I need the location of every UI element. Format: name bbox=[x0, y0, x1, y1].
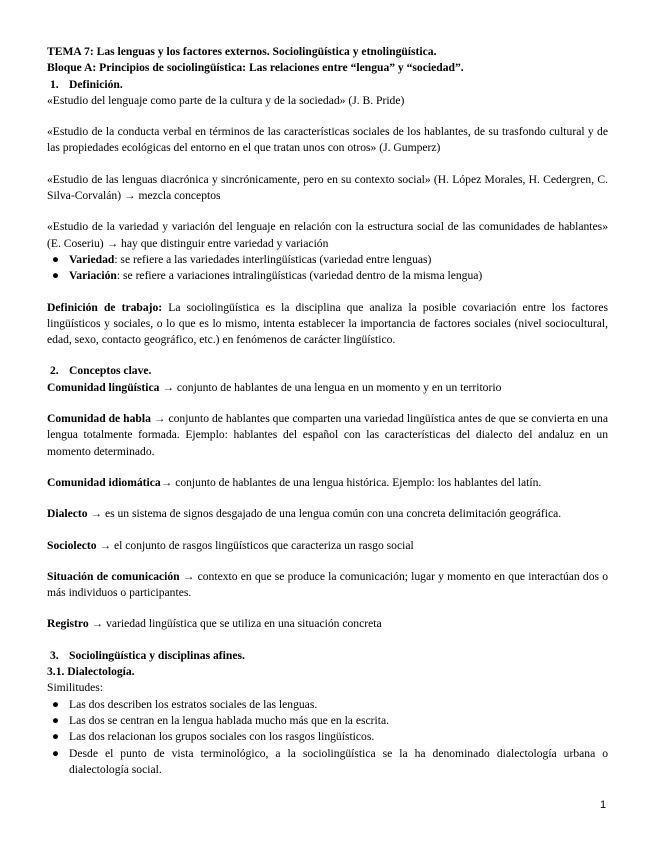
section-1-heading bbox=[50, 77, 608, 93]
working-definition-term: Definición de trabajo: bbox=[47, 300, 163, 314]
concept-situacion-comunicacion bbox=[47, 569, 608, 602]
similarity-text: Desde el punto de vista terminológico, a la sociolingüística se la ha denominado dialectología urbana o dialectología social. bbox=[69, 746, 608, 776]
concept-term: Comunidad idiomática bbox=[47, 475, 161, 489]
list-item bbox=[47, 268, 608, 284]
working-definition-text: La sociolingüística es la disciplina que analiza la posible covariación entre los factores lingüísticos y sociales, o lo que es lo mismo, intenta establecer la importancia de factores sociales (nivel sociocultural, edad, sexo, contacto geográfico, etc.) en fenómenos de carácter lingüístico. bbox=[47, 300, 608, 347]
concept-comunidad-de-habla bbox=[47, 411, 608, 460]
list-item bbox=[47, 713, 608, 729]
section-3-number: 3. bbox=[50, 648, 59, 662]
concept-text: → el conjunto de rasgos lingüísticos que caracteriza un rasgo social bbox=[96, 538, 414, 552]
bullet-icon: ● bbox=[52, 713, 60, 727]
concept-term: Comunidad de habla bbox=[47, 412, 151, 426]
variety-list bbox=[47, 252, 608, 285]
document-page bbox=[47, 44, 608, 778]
bullet-icon: ● bbox=[52, 746, 60, 760]
similarity-text: Las dos relacionan los grupos sociales con los rasgos lingüísticos. bbox=[69, 730, 375, 744]
definition-coseriu: «Estudio de la variedad y variación del lenguaje en relación con la estructura social de las comunidades de hablantes» (E. Coseriu) → hay que distinguir entre variedad y variación bbox=[47, 220, 608, 250]
variety-term: Variedad bbox=[69, 252, 115, 266]
variation-text: : se refiere a variaciones intralingüísticas (variedad dentro de la misma lengua) bbox=[116, 269, 483, 283]
bullet-icon: ● bbox=[52, 252, 60, 266]
section-2-number: 2. bbox=[50, 364, 59, 378]
definition-gumperz: «Estudio de la conducta verbal en términos de las características sociales de los hablantes, de su trasfondo cultural y de las propiedades ecológicas del entorno en el que tratan unos con otros» (J. Gumperz) bbox=[47, 125, 608, 155]
concept-text: → variedad lingüística que se utiliza en una situación concreta bbox=[88, 617, 382, 631]
doc-title: TEMA 7: Las lenguas y los factores externos. Sociolingüística y etnolingüística. bbox=[47, 45, 437, 58]
bullet-icon: ● bbox=[52, 269, 60, 283]
list-item bbox=[47, 697, 608, 713]
concept-text: → conjunto de hablantes de una lengua en un momento y en un territorio bbox=[159, 380, 502, 394]
concept-term: Registro bbox=[47, 617, 89, 631]
bullet-icon: ● bbox=[52, 730, 60, 744]
concept-comunidad-idiomatica bbox=[47, 475, 608, 491]
bullet-icon: ● bbox=[52, 697, 60, 711]
list-item bbox=[47, 746, 608, 779]
concept-dialecto bbox=[47, 506, 608, 522]
similarities-list bbox=[47, 697, 608, 778]
concept-text: → es un sistema de signos desgajado de una lengua común con una concreta delimitación geográfica. bbox=[87, 507, 562, 521]
concept-text: → conjunto de hablantes de una lengua histórica. Ejemplo: los hablantes del latín. bbox=[160, 475, 542, 489]
list-item bbox=[47, 252, 608, 268]
concept-term: Situación de comunicación bbox=[47, 569, 180, 583]
concept-sociolecto bbox=[47, 538, 608, 554]
section-3-title: Sociolingüística y disciplinas afines. bbox=[69, 648, 245, 662]
section-2-heading bbox=[50, 363, 608, 379]
definition-lopez-morales: «Estudio de las lenguas diacrónica y sincrónicamente, pero en su contexto social» (H. López Morales, H. Cedergren, C. Silva-Corvalán) → mezcla conceptos bbox=[47, 172, 608, 203]
concept-text: → contexto en que se produce la comunicación; lugar y momento en que interactúan dos o más individuos o participantes. bbox=[47, 569, 608, 600]
concept-registro bbox=[47, 616, 608, 632]
concept-term: Dialecto bbox=[47, 507, 88, 521]
subsection-3-1-heading: 3.1. Dialectología. bbox=[47, 665, 135, 679]
concept-term: Sociolecto bbox=[47, 538, 97, 552]
working-definition bbox=[47, 300, 608, 349]
similarities-label: Similitudes: bbox=[47, 681, 104, 695]
variation-term: Variación bbox=[69, 269, 117, 283]
concept-term: Comunidad lingüística bbox=[47, 380, 160, 394]
section-3-heading bbox=[50, 648, 608, 664]
concept-text: → conjunto de hablantes que comparten una variedad lingüística antes de que se convierta en una lengua totalmente formada. Ejemplo: hablantes del español con las características del dialecto del andaluz en un momento determinado. bbox=[47, 412, 609, 458]
similarity-text: Las dos describen los estratos sociales de las lenguas. bbox=[69, 697, 318, 711]
page-number: 1 bbox=[600, 799, 607, 811]
list-item bbox=[47, 729, 608, 745]
section-2-title: Conceptos clave. bbox=[69, 364, 152, 378]
section-1-title: Definición. bbox=[69, 77, 123, 91]
concept-comunidad-linguistica bbox=[47, 380, 608, 396]
section-1-number: 1. bbox=[50, 77, 59, 91]
similarity-text: Las dos se centran en la lengua hablada mucho más que en la escrita. bbox=[69, 713, 389, 727]
block-title: Bloque A: Principios de sociolingüística: Las relaciones entre “lengua” y “sociedad”. bbox=[47, 61, 464, 75]
definition-pride: «Estudio del lenguaje como parte de la cultura y de la sociedad» (J. B. Pride) bbox=[47, 93, 405, 107]
variety-text: : se refiere a las variedades interlingüísticas (variedad entre lenguas) bbox=[114, 252, 432, 266]
